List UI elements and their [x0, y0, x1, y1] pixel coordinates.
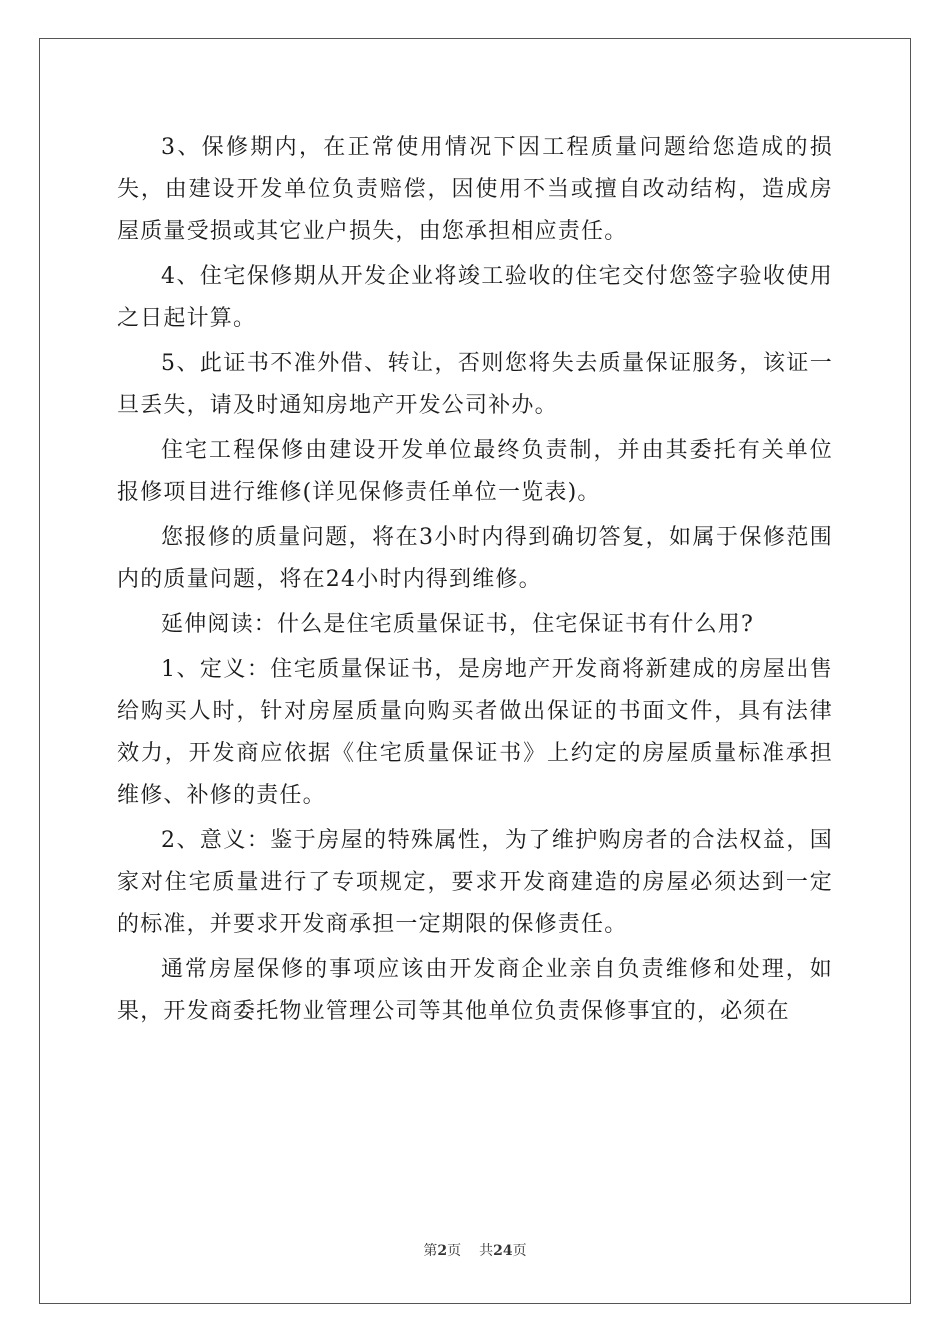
footer-total-prefix: 共	[479, 1243, 494, 1259]
paragraph-repair-responsibility: 住宅工程保修由建设开发单位最终负责制，并由其委托有关单位报修项目进行维修(详见保修责任单位一览表)。	[117, 438, 833, 505]
paragraph-usual-practice: 通常房屋保修的事项应该由开发商企业亲自负责维修和处理，如果，开发商委托物业管理公司等其他单位负责保修事宜的，必须在	[117, 957, 833, 1024]
paragraph-response-time: 您报修的质量问题，将在3小时内得到确切答复，如属于保修范围内的质量问题，将在24小时内得到维修。	[117, 525, 833, 592]
paragraph-significance: 2、意义：鉴于房屋的特殊属性，为了维护购房者的合法权益，国家对住宅质量进行了专项规定，要求开发商建造的房屋必须达到一定的标准，并要求开发商承担一定期限的保修责任。	[117, 828, 833, 937]
footer-page-prefix: 第	[423, 1243, 438, 1259]
footer-total-pages: 24	[493, 1243, 513, 1259]
page-footer	[0, 1240, 950, 1260]
paragraph-definition: 1、定义：住宅质量保证书，是房地产开发商将新建成的房屋出售给购买人时，针对房屋质量向购买者做出保证的书面文件，具有法律效力，开发商应依据《住宅质量保证书》上约定的房屋质量标准承担维修、补修的责任。	[117, 657, 833, 808]
footer-total-suffix: 页	[512, 1243, 527, 1259]
paragraph-warranty-liability: 3、保修期内，在正常使用情况下因工程质量问题给您造成的损失，由建设开发单位负责赔偿，因使用不当或擅自改动结构，造成房屋质量受损或其它业户损失，由您承担相应责任。	[117, 135, 833, 244]
paragraph-extended-reading: 延伸阅读：什么是住宅质量保证书，住宅保证书有什么用?	[161, 612, 754, 637]
document-body	[117, 127, 833, 1033]
footer-page-number: 2	[437, 1243, 448, 1259]
paragraph-warranty-start: 4、住宅保修期从开发企业将竣工验收的住宅交付您签字验收使用之日起计算。	[117, 264, 833, 331]
footer-page-suffix: 页	[447, 1243, 462, 1259]
paragraph-certificate-rules: 5、此证书不准外借、转让，否则您将失去质量保证服务，该证一旦丢失，请及时通知房地产开发公司补办。	[117, 351, 833, 418]
